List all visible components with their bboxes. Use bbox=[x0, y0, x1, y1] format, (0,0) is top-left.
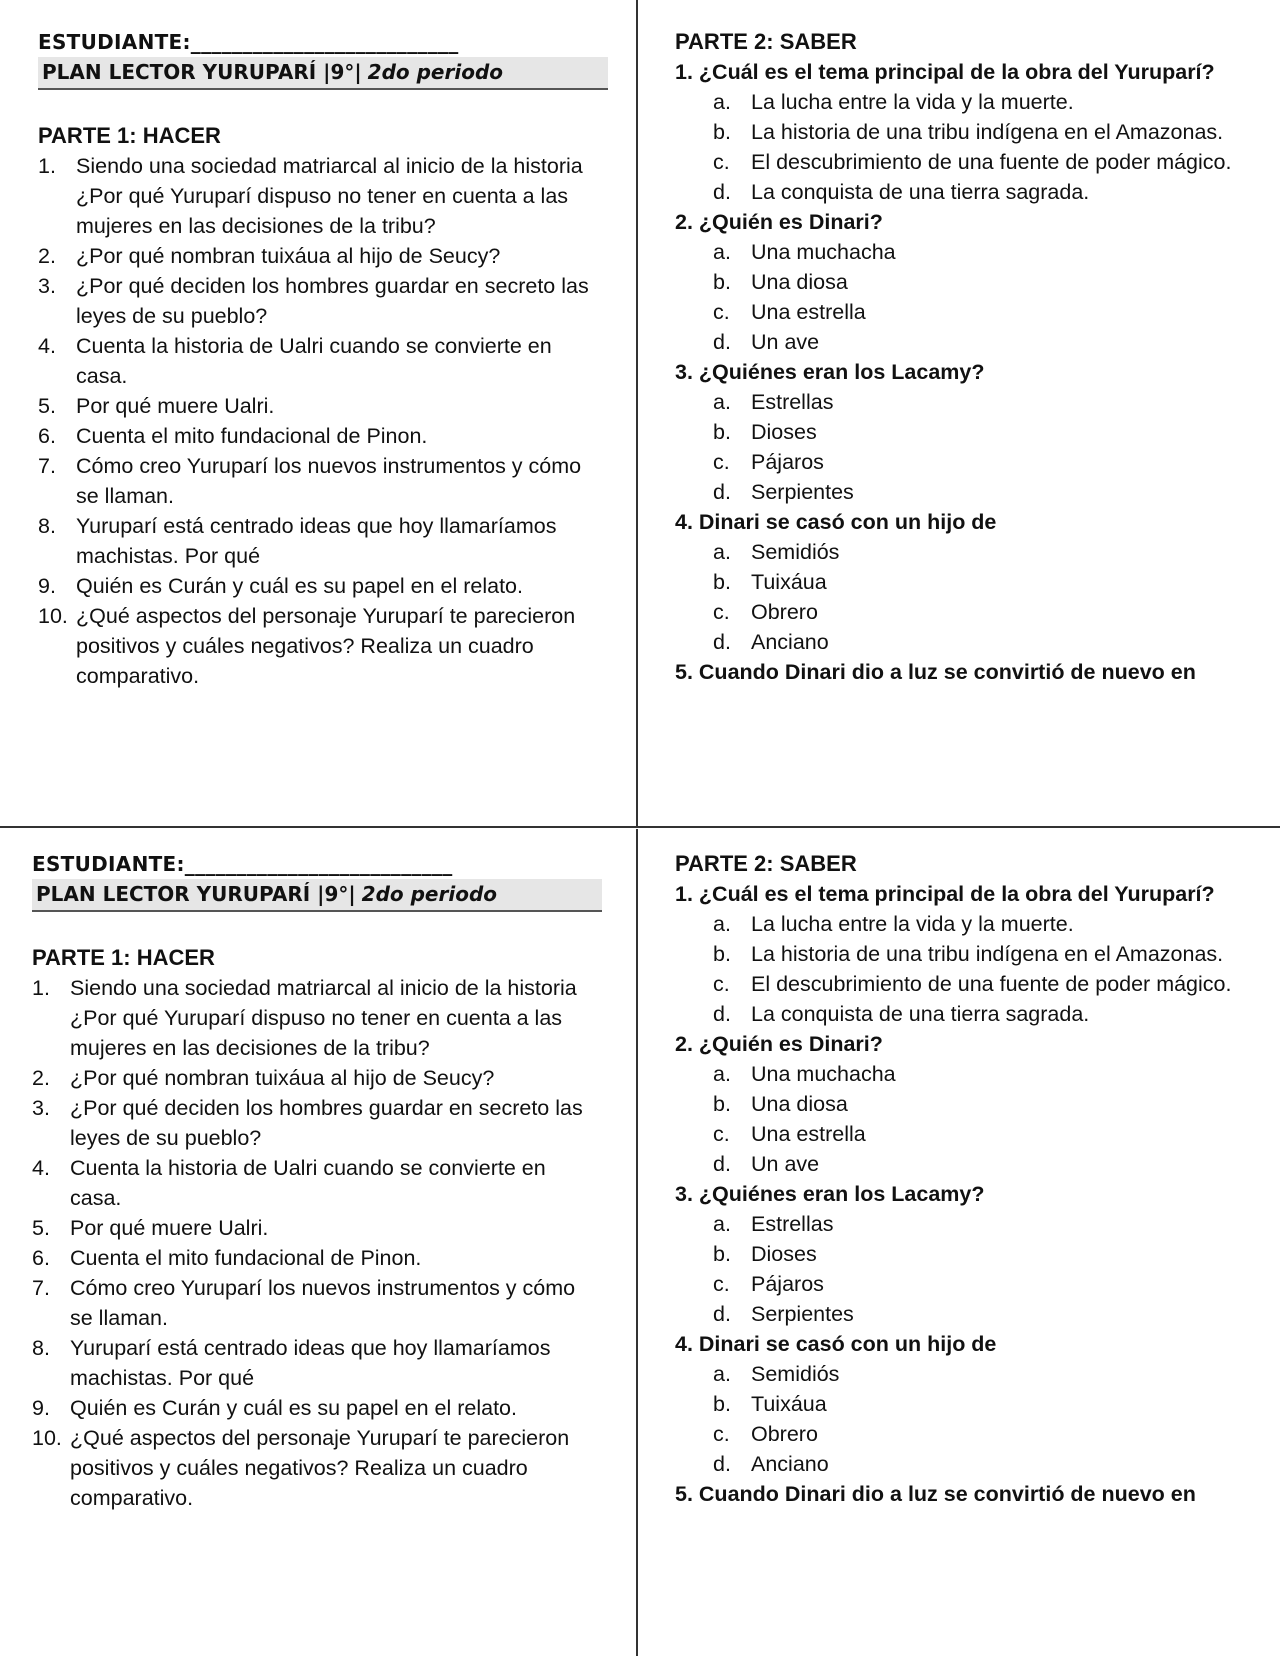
plan-period: 2do periodo bbox=[367, 60, 504, 84]
question-number: 3. bbox=[38, 274, 56, 298]
list-item bbox=[38, 241, 608, 271]
option-letter: b. bbox=[713, 1392, 731, 1416]
worksheet-right-top bbox=[675, 27, 1265, 687]
mcq-question: 1. ¿Cuál es el tema principal de la obra del Yuruparí? bbox=[675, 60, 1215, 84]
list-item bbox=[38, 601, 608, 691]
question-text: ¿Por qué deciden los hombres guardar en secreto las leyes de su pueblo? bbox=[76, 274, 589, 328]
option-item bbox=[675, 87, 1265, 117]
question-text: ¿Por qué nombran tuixáua al hijo de Seucy? bbox=[76, 244, 501, 268]
option-letter: d. bbox=[713, 1002, 731, 1026]
mcq-options bbox=[675, 1359, 1265, 1479]
question-number: 4. bbox=[32, 1156, 50, 1180]
student-name-line: ESTUDIANTE:__________________________ bbox=[38, 30, 459, 54]
list-item bbox=[32, 1393, 602, 1423]
part2-title: PARTE 2: SABER bbox=[675, 851, 857, 876]
mcq-options bbox=[675, 909, 1265, 1029]
question-number: 5. bbox=[32, 1216, 50, 1240]
list-item bbox=[38, 391, 608, 421]
part1-question-list bbox=[38, 151, 608, 691]
worksheet-left-top bbox=[38, 27, 608, 691]
part1-title: PARTE 1: HACER bbox=[32, 945, 215, 970]
option-text: Dioses bbox=[751, 1242, 817, 1266]
option-text: Estrellas bbox=[751, 1212, 834, 1236]
mcq-options bbox=[675, 87, 1265, 207]
option-text: Una estrella bbox=[751, 300, 866, 324]
plan-header bbox=[38, 57, 608, 90]
option-item bbox=[675, 567, 1265, 597]
option-letter: b. bbox=[713, 120, 731, 144]
question-number: 5. bbox=[38, 394, 56, 418]
list-item bbox=[38, 451, 608, 511]
list-item bbox=[32, 1063, 602, 1093]
option-item bbox=[675, 417, 1265, 447]
option-item bbox=[675, 387, 1265, 417]
option-text: La conquista de una tierra sagrada. bbox=[751, 1002, 1090, 1026]
option-text: Serpientes bbox=[751, 1302, 854, 1326]
option-item bbox=[675, 1209, 1265, 1239]
mcq-options bbox=[675, 1059, 1265, 1179]
option-letter: c. bbox=[713, 150, 730, 174]
question-number: 6. bbox=[32, 1246, 50, 1270]
option-letter: d. bbox=[713, 630, 731, 654]
option-letter: c. bbox=[713, 1422, 730, 1446]
question-number: 2. bbox=[38, 244, 56, 268]
question-number: 4. bbox=[38, 334, 56, 358]
option-item bbox=[675, 1119, 1265, 1149]
option-item bbox=[675, 999, 1265, 1029]
question-number: 8. bbox=[32, 1336, 50, 1360]
question-text: ¿Por qué deciden los hombres guardar en secreto las leyes de su pueblo? bbox=[70, 1096, 583, 1150]
question-text: Por qué muere Ualri. bbox=[70, 1216, 269, 1240]
worksheet-left-bottom bbox=[32, 849, 602, 1513]
question-number: 10. bbox=[32, 1426, 62, 1450]
question-text: Cómo creo Yuruparí los nuevos instrumentos y cómo se llaman. bbox=[76, 454, 582, 508]
question-text: Yuruparí está centrado ideas que hoy llamaríamos machistas. Por qué bbox=[70, 1336, 551, 1390]
list-item bbox=[38, 421, 608, 451]
option-text: Anciano bbox=[751, 1452, 829, 1476]
question-number: 9. bbox=[32, 1396, 50, 1420]
option-letter: a. bbox=[713, 1362, 731, 1386]
option-item bbox=[675, 969, 1265, 999]
mcq-options bbox=[675, 537, 1265, 657]
option-text: Una estrella bbox=[751, 1122, 866, 1146]
option-item bbox=[675, 237, 1265, 267]
option-text: Pájaros bbox=[751, 450, 824, 474]
option-item bbox=[675, 1059, 1265, 1089]
question-number: 1. bbox=[32, 976, 50, 1000]
column-divider-bottom bbox=[636, 829, 638, 1656]
list-item bbox=[32, 1093, 602, 1153]
mcq-question: 3. ¿Quiénes eran los Lacamy? bbox=[675, 360, 985, 384]
option-item bbox=[675, 1299, 1265, 1329]
cut-line bbox=[0, 826, 1280, 828]
question-text: Yuruparí está centrado ideas que hoy llamaríamos machistas. Por qué bbox=[76, 514, 557, 568]
question-text: Por qué muere Ualri. bbox=[76, 394, 275, 418]
mcq-question: 1. ¿Cuál es el tema principal de la obra del Yuruparí? bbox=[675, 882, 1215, 906]
list-item bbox=[32, 1333, 602, 1393]
option-item bbox=[675, 117, 1265, 147]
option-item bbox=[675, 537, 1265, 567]
mcq-question: 5. Cuando Dinari dio a luz se convirtió de nuevo en bbox=[675, 1482, 1196, 1506]
option-item bbox=[675, 1089, 1265, 1119]
question-number: 8. bbox=[38, 514, 56, 538]
mcq-question: 4. Dinari se casó con un hijo de bbox=[675, 510, 997, 534]
column-divider-top bbox=[636, 0, 638, 826]
mcq-question: 2. ¿Quién es Dinari? bbox=[675, 210, 883, 234]
option-text: La conquista de una tierra sagrada. bbox=[751, 180, 1090, 204]
option-letter: b. bbox=[713, 570, 731, 594]
option-letter: d. bbox=[713, 1452, 731, 1476]
option-letter: d. bbox=[713, 1152, 731, 1176]
list-item bbox=[32, 1423, 602, 1513]
option-text: Un ave bbox=[751, 1152, 820, 1176]
option-item bbox=[675, 1449, 1265, 1479]
list-item bbox=[32, 1153, 602, 1213]
option-text: Tuixáua bbox=[751, 1392, 827, 1416]
option-text: Anciano bbox=[751, 630, 829, 654]
plan-header bbox=[32, 879, 602, 912]
option-item bbox=[675, 267, 1265, 297]
mcq-question: 4. Dinari se casó con un hijo de bbox=[675, 1332, 997, 1356]
question-number: 9. bbox=[38, 574, 56, 598]
list-item bbox=[38, 571, 608, 601]
option-text: Semidiós bbox=[751, 540, 840, 564]
mcq-question: 3. ¿Quiénes eran los Lacamy? bbox=[675, 1182, 985, 1206]
plan-period: 2do periodo bbox=[361, 882, 498, 906]
question-text: Quién es Curán y cuál es su papel en el relato. bbox=[76, 574, 523, 598]
list-item bbox=[38, 271, 608, 331]
part1-title: PARTE 1: HACER bbox=[38, 123, 221, 148]
option-text: Una diosa bbox=[751, 270, 848, 294]
option-letter: d. bbox=[713, 180, 731, 204]
option-letter: c. bbox=[713, 300, 730, 324]
option-text: La lucha entre la vida y la muerte. bbox=[751, 912, 1074, 936]
worksheet-right-bottom bbox=[675, 849, 1265, 1509]
option-letter: a. bbox=[713, 240, 731, 264]
question-text: Cómo creo Yuruparí los nuevos instrumentos y cómo se llaman. bbox=[70, 1276, 576, 1330]
option-text: Serpientes bbox=[751, 480, 854, 504]
question-text: Cuenta el mito fundacional de Pinon. bbox=[70, 1246, 422, 1270]
question-text: ¿Qué aspectos del personaje Yuruparí te parecieron positivos y cuáles negativos? Realiza un cuadro comparativo. bbox=[76, 604, 576, 688]
option-letter: c. bbox=[713, 450, 730, 474]
option-letter: d. bbox=[713, 1302, 731, 1326]
option-item bbox=[675, 1269, 1265, 1299]
question-text: ¿Por qué nombran tuixáua al hijo de Seucy? bbox=[70, 1066, 495, 1090]
list-item bbox=[32, 1213, 602, 1243]
option-item bbox=[675, 1239, 1265, 1269]
question-number: 3. bbox=[32, 1096, 50, 1120]
option-text: Una diosa bbox=[751, 1092, 848, 1116]
mcq-question: 5. Cuando Dinari dio a luz se convirtió de nuevo en bbox=[675, 660, 1196, 684]
option-letter: a. bbox=[713, 1212, 731, 1236]
option-text: Una muchacha bbox=[751, 240, 896, 264]
option-text: Dioses bbox=[751, 420, 817, 444]
question-text: Quién es Curán y cuál es su papel en el relato. bbox=[70, 1396, 517, 1420]
option-text: Estrellas bbox=[751, 390, 834, 414]
option-item bbox=[675, 939, 1265, 969]
question-text: Cuenta el mito fundacional de Pinon. bbox=[76, 424, 428, 448]
question-number: 7. bbox=[32, 1276, 50, 1300]
option-item bbox=[675, 147, 1265, 177]
option-item bbox=[675, 1419, 1265, 1449]
option-text: Obrero bbox=[751, 1422, 818, 1446]
plan-title: PLAN LECTOR YURUPARÍ |9°| bbox=[36, 882, 356, 906]
option-letter: a. bbox=[713, 912, 731, 936]
list-item bbox=[38, 331, 608, 391]
option-text: Obrero bbox=[751, 600, 818, 624]
question-number: 10. bbox=[38, 604, 68, 628]
option-letter: b. bbox=[713, 1242, 731, 1266]
option-item bbox=[675, 177, 1265, 207]
option-letter: c. bbox=[713, 972, 730, 996]
question-text: Siendo una sociedad matriarcal al inicio de la historia ¿Por qué Yuruparí dispuso no tener en cuenta a las mujeres en las decisiones de la tribu? bbox=[76, 154, 583, 238]
mcq-options bbox=[675, 387, 1265, 507]
part2-title: PARTE 2: SABER bbox=[675, 29, 857, 54]
plan-title: PLAN LECTOR YURUPARÍ |9°| bbox=[42, 60, 362, 84]
option-letter: c. bbox=[713, 1122, 730, 1146]
option-item bbox=[675, 627, 1265, 657]
question-text: Cuenta la historia de Ualri cuando se convierte en casa. bbox=[70, 1156, 546, 1210]
option-letter: b. bbox=[713, 942, 731, 966]
list-item bbox=[38, 151, 608, 241]
option-item bbox=[675, 327, 1265, 357]
question-number: 7. bbox=[38, 454, 56, 478]
mcq-options bbox=[675, 1209, 1265, 1329]
option-letter: c. bbox=[713, 1272, 730, 1296]
option-text: El descubrimiento de una fuente de poder mágico. bbox=[751, 150, 1232, 174]
option-letter: a. bbox=[713, 390, 731, 414]
question-text: ¿Qué aspectos del personaje Yuruparí te parecieron positivos y cuáles negativos? Realiza un cuadro comparativo. bbox=[70, 1426, 570, 1510]
mcq-question: 2. ¿Quién es Dinari? bbox=[675, 1032, 883, 1056]
list-item bbox=[32, 1243, 602, 1273]
student-name-line: ESTUDIANTE:__________________________ bbox=[32, 852, 453, 876]
option-text: Tuixáua bbox=[751, 570, 827, 594]
option-item bbox=[675, 1389, 1265, 1419]
option-text: La historia de una tribu indígena en el Amazonas. bbox=[751, 120, 1224, 144]
option-letter: b. bbox=[713, 270, 731, 294]
option-item bbox=[675, 297, 1265, 327]
option-text: El descubrimiento de una fuente de poder mágico. bbox=[751, 972, 1232, 996]
question-number: 2. bbox=[32, 1066, 50, 1090]
question-number: 1. bbox=[38, 154, 56, 178]
list-item bbox=[32, 973, 602, 1063]
option-text: Semidiós bbox=[751, 1362, 840, 1386]
option-text: Pájaros bbox=[751, 1272, 824, 1296]
question-text: Siendo una sociedad matriarcal al inicio de la historia ¿Por qué Yuruparí dispuso no tener en cuenta a las mujeres en las decisiones de la tribu? bbox=[70, 976, 577, 1060]
option-item bbox=[675, 597, 1265, 627]
option-text: La lucha entre la vida y la muerte. bbox=[751, 90, 1074, 114]
list-item bbox=[32, 1273, 602, 1333]
option-letter: c. bbox=[713, 600, 730, 624]
option-letter: a. bbox=[713, 90, 731, 114]
option-item bbox=[675, 909, 1265, 939]
option-letter: d. bbox=[713, 330, 731, 354]
option-letter: d. bbox=[713, 480, 731, 504]
list-item bbox=[38, 511, 608, 571]
option-text: La historia de una tribu indígena en el Amazonas. bbox=[751, 942, 1224, 966]
question-text: Cuenta la historia de Ualri cuando se convierte en casa. bbox=[76, 334, 552, 388]
option-item bbox=[675, 477, 1265, 507]
question-number: 6. bbox=[38, 424, 56, 448]
option-text: Un ave bbox=[751, 330, 820, 354]
option-item bbox=[675, 447, 1265, 477]
option-letter: a. bbox=[713, 540, 731, 564]
option-item bbox=[675, 1359, 1265, 1389]
option-letter: b. bbox=[713, 1092, 731, 1116]
mcq-options bbox=[675, 237, 1265, 357]
option-letter: b. bbox=[713, 420, 731, 444]
part1-question-list bbox=[32, 973, 602, 1513]
option-letter: a. bbox=[713, 1062, 731, 1086]
option-item bbox=[675, 1149, 1265, 1179]
option-text: Una muchacha bbox=[751, 1062, 896, 1086]
